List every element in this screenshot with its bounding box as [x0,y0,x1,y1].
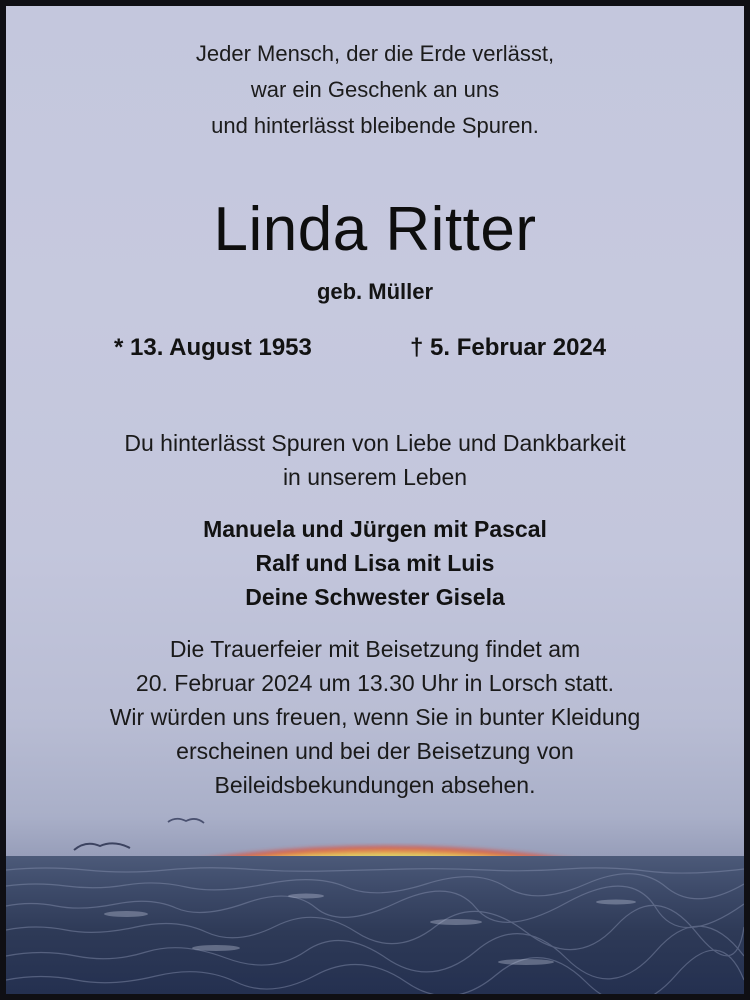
notice-line: Die Trauerfeier mit Beisetzung findet am [169,636,581,662]
mourner-line: Ralf und Lisa mit Luis [255,550,495,576]
death-date: † 5. Februar 2024 [410,334,607,361]
tribute-line: Du hinterlässt Spuren von Liebe und Dankbarkeit [124,430,626,456]
tribute-line: in unserem Leben [282,464,468,490]
mourner-line: Manuela und Jürgen mit Pascal [203,516,547,542]
funeral-notice [6,632,744,802]
deceased-name: Linda Ritter [213,195,537,264]
notice-line: 20. Februar 2024 um 13.30 Uhr in Lorsch statt. [135,670,615,696]
tribute-text [6,426,744,494]
motto-line: war ein Geschenk an uns [250,77,500,102]
seagull-icon [166,814,206,828]
motto-line: Jeder Mensch, der die Erde verlässt, [195,41,555,66]
seagull-icon [72,836,132,856]
notice-line: erscheinen und bei der Beisetzung von [176,738,574,764]
birth-date: * 13. August 1953 [114,334,312,361]
sea-image [6,856,744,994]
mourner-line: Deine Schwester Gisela [245,584,505,610]
mourners-list [6,512,744,614]
life-dates [6,334,744,370]
notice-line: Beileidsbekundungen absehen. [214,772,536,798]
birth-name: geb. Müller [316,279,434,304]
motto-line: und hinterlässt bleibende Spuren. [211,113,539,138]
motto-verse [6,36,744,144]
obituary-card [6,6,744,994]
notice-line: Wir würden uns freuen, wenn Sie in bunter Kleidung [109,704,641,730]
